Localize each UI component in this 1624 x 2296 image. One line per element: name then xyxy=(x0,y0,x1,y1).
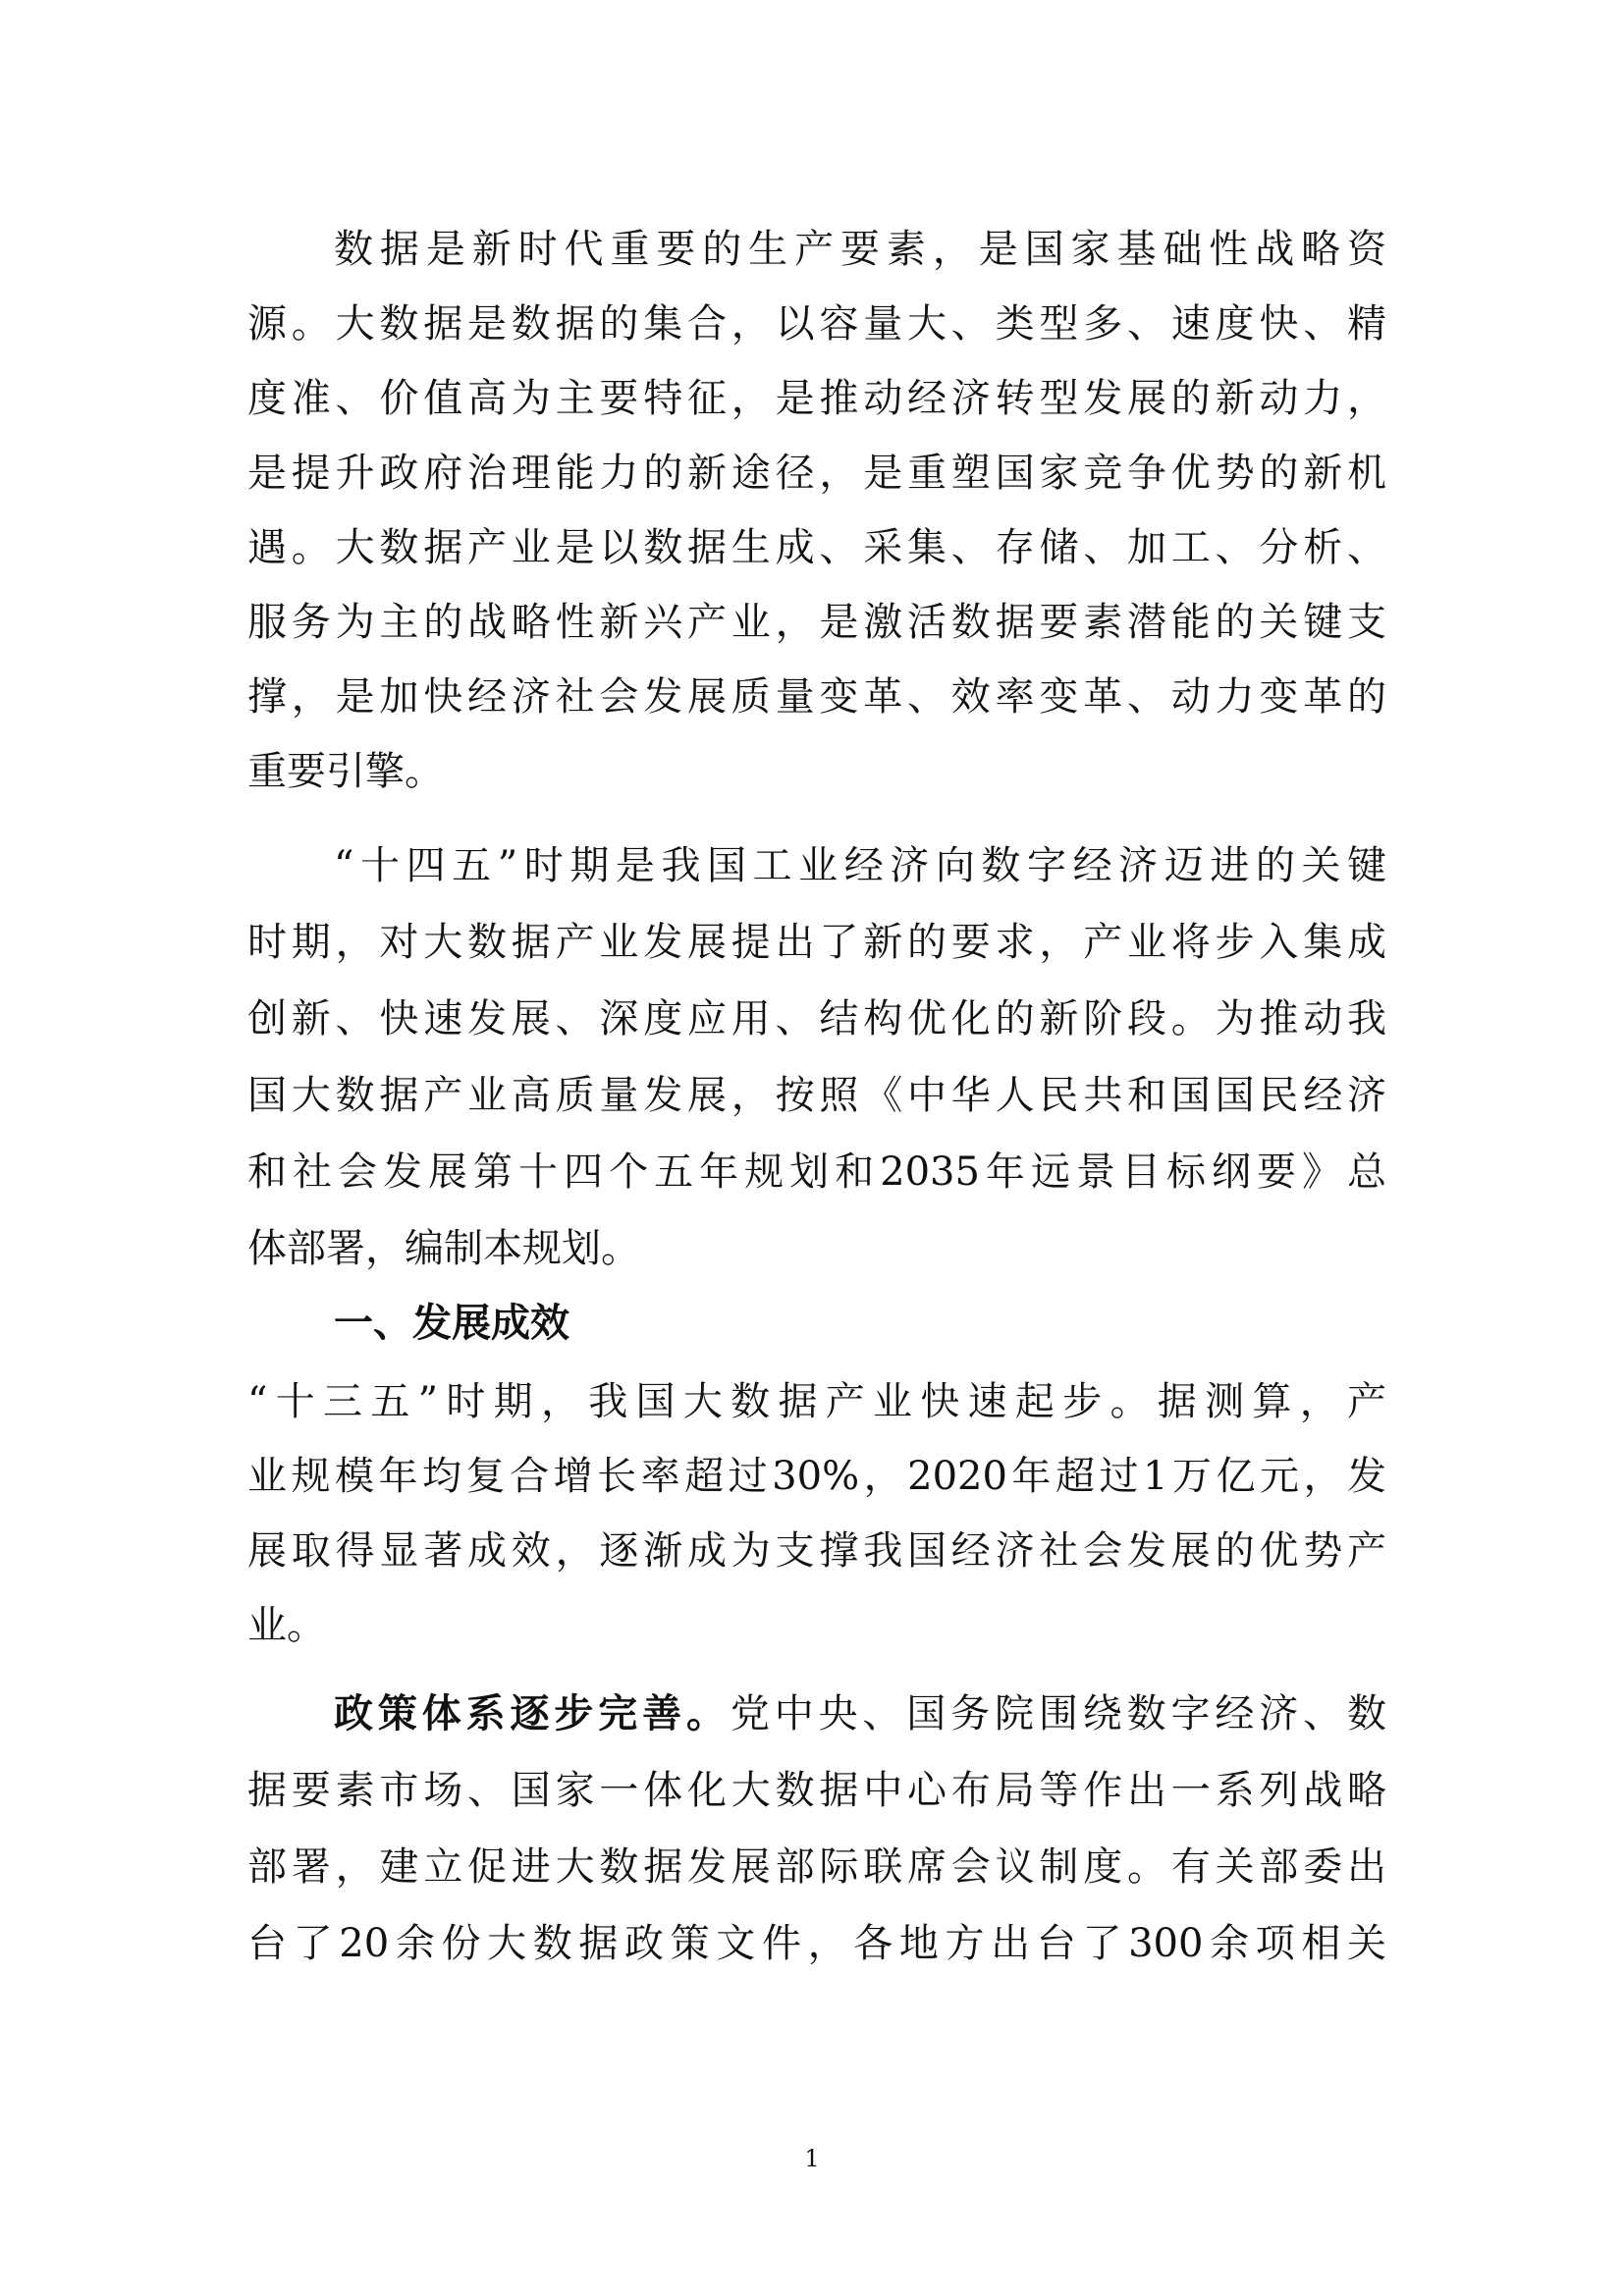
paragraph-2-line-6: 体部署，编制本规划。 xyxy=(247,1226,640,1271)
paragraph-2-line-1: “十四五”时期是我国工业经济向数字经济迈进的关键 xyxy=(334,843,1386,888)
paragraph-3-line-1: “十三五”时期，我国大数据产业快速起步。据测算，产 xyxy=(247,1379,1386,1424)
paragraph-1-line-3: 度准、价值高为主要特征，是推动经济转型发展的新动力， xyxy=(247,376,1386,421)
paragraph-4-line-3: 部署，建立促进大数据发展部际联席会议制度。有关部委出 xyxy=(247,1844,1386,1890)
paragraph-4-line-4: 台了20余份大数据政策文件，各地方出台了300余项相关 xyxy=(247,1921,1386,1966)
paragraph-1-line-4: 是提升政府治理能力的新途径，是重塑国家竞争优势的新机 xyxy=(247,451,1386,496)
paragraph-4-line-2: 据要素市场、国家一体化大数据中心布局等作出一系列战略 xyxy=(247,1768,1386,1813)
paragraph-4-line-1-text: 党中央、国务院围绕数字经济、数 xyxy=(730,1691,1386,1736)
paragraph-2-line-4: 国大数据产业高质量发展，按照《中华人民共和国国民经济 xyxy=(247,1073,1386,1118)
section-heading: 一、发展成效 xyxy=(334,1301,569,1346)
paragraph-1-line-6: 服务为主的战略性新兴产业，是激活数据要素潜能的关键支 xyxy=(247,600,1386,645)
paragraph-3-line-3: 展取得显著成效，逐渐成为支撑我国经济社会发展的优势产 xyxy=(247,1528,1386,1574)
paragraph-1-line-8: 重要引擎。 xyxy=(247,749,444,794)
paragraph-4-lead: 政策体系逐步完善。 xyxy=(334,1691,731,1736)
paragraph-3-line-2: 业规模年均复合增长率超过30%，2020年超过1万亿元，发 xyxy=(247,1454,1386,1499)
paragraph-2-line-2: 时期，对大数据产业发展提出了新的要求，产业将步入集成 xyxy=(247,920,1386,965)
paragraph-1-line-2: 源。大数据是数据的集合，以容量大、类型多、速度快、精 xyxy=(247,301,1386,347)
paragraph-3-line-4: 业。 xyxy=(247,1603,326,1648)
paragraph-2-line-3: 创新、快速发展、深度应用、结构优化的新阶段。为推动我 xyxy=(247,996,1386,1041)
paragraph-4-line-1 xyxy=(334,1684,1386,1743)
page-number: 1 xyxy=(804,2145,820,2172)
paragraph-1-line-7: 撑，是加快经济社会发展质量变革、效率变革、动力变革的 xyxy=(247,674,1386,720)
paragraph-2-line-5: 和社会发展第十四个五年规划和2035年远景目标纲要》总 xyxy=(247,1149,1386,1195)
paragraph-1-line-1: 数据是新时代重要的生产要素，是国家基础性战略资 xyxy=(334,227,1386,272)
paragraph-1-line-5: 遇。大数据产业是以数据生成、采集、存储、加工、分析、 xyxy=(247,525,1386,570)
